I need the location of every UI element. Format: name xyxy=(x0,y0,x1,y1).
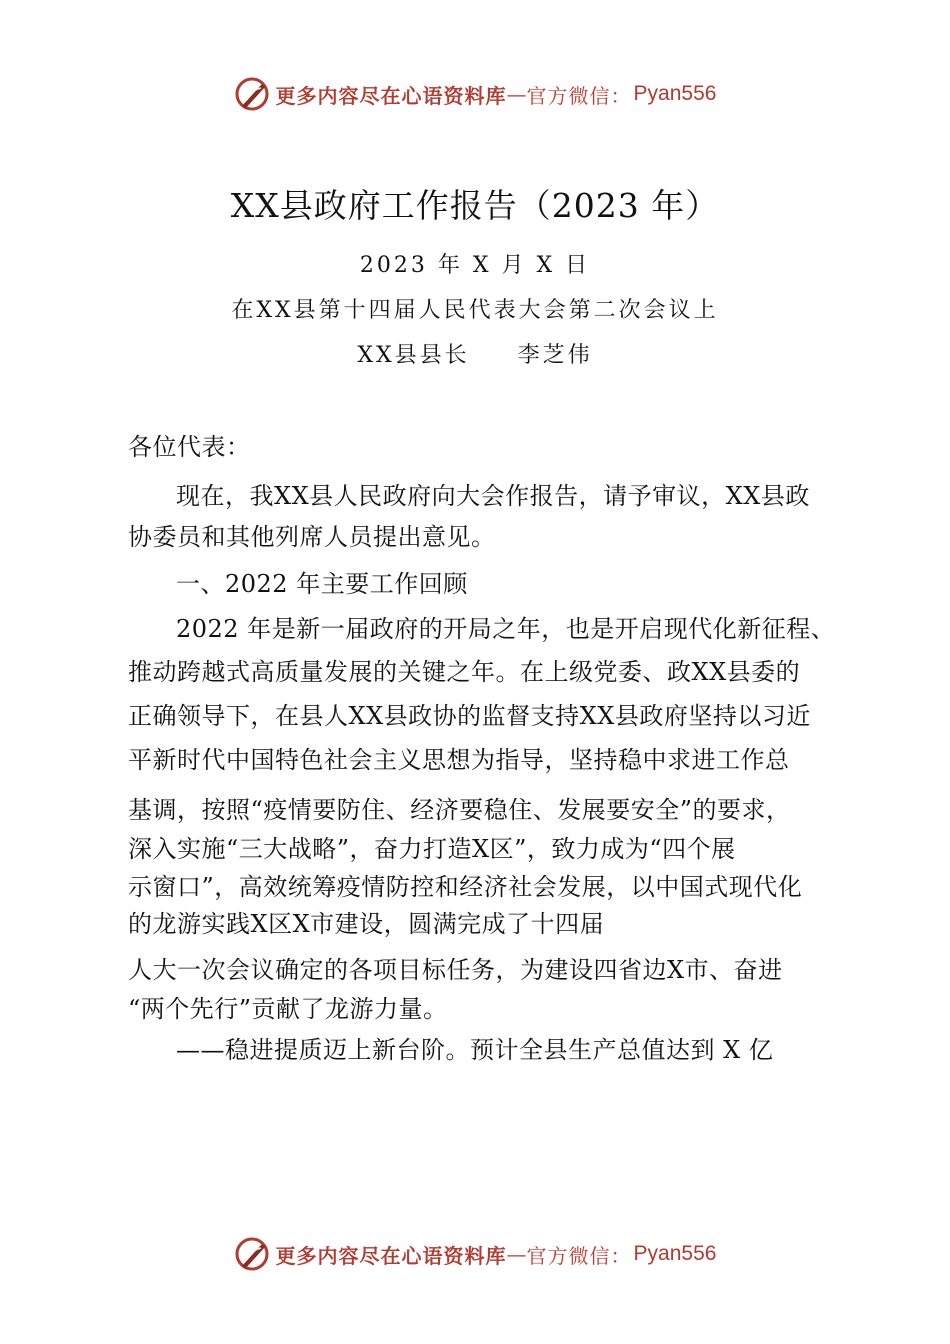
body-line: 2022 年是新一届政府的开局之年，也是开启现代化新征程、 xyxy=(176,615,836,643)
watermark-separator: — xyxy=(506,1242,527,1266)
watermark-footer xyxy=(0,1234,950,1274)
salutation: 各位代表： xyxy=(128,433,251,461)
section-heading: 一、2022 年主要工作回顾 xyxy=(176,570,468,598)
document-speaker xyxy=(0,338,950,369)
body-line: 人大一次会议确定的各项目标任务，为建设四省边X市、奋进 xyxy=(128,956,783,984)
document-occasion: 在XX县第十四届人民代表大会第二次会议上 xyxy=(231,298,719,323)
watermark-label: 官方微信： xyxy=(526,1243,632,1268)
watermark-brand: 更多内容尽在心语资料库 xyxy=(275,83,507,108)
body-line: 正确领导下，在县人XX县政协的监督支持XX县政府坚持以习近 xyxy=(128,702,811,730)
speaker-role: XX县县长 xyxy=(357,343,470,368)
speaker-name: 李芝伟 xyxy=(517,343,593,368)
body-line: 基调，按照“疫情要防住、经济要稳住、发展要安全”的要求， xyxy=(128,796,791,824)
watermark-label: 官方微信： xyxy=(526,83,632,108)
body-line: 协委员和其他列席人员提出意见。 xyxy=(128,523,496,551)
pen-logo-icon xyxy=(234,1236,270,1272)
body-line: 现在，我XX县人民政府向大会作报告，请予审议，XX县政 xyxy=(176,482,810,510)
document-date: 2023 年 X 月 X 日 xyxy=(359,253,591,278)
body-line: 示窗口”，高效统筹疫情防控和经济社会发展，以中国式现代化 xyxy=(128,873,803,901)
body-line: ——稳进提质迈上新台阶。预计全县生产总值达到 X 亿 xyxy=(176,1036,774,1064)
watermark-separator: — xyxy=(506,82,527,106)
watermark-header xyxy=(0,74,950,114)
document-title: XX县政府工作报告（2023 年） xyxy=(230,186,720,225)
watermark-brand: 更多内容尽在心语资料库 xyxy=(275,1243,507,1268)
watermark-wechat-id: Pyan556 xyxy=(633,82,717,105)
pen-logo-icon xyxy=(234,76,270,112)
body-line: “两个先行”贡献了龙游力量。 xyxy=(128,995,448,1023)
body-line: 推动跨越式高质量发展的关键之年。在上级党委、政XX县委的 xyxy=(128,658,801,686)
body-line: 的龙游实践X区X市建设，圆满完成了十四届 xyxy=(128,910,605,938)
body-line: 平新时代中国特色社会主义思想为指导，坚持稳中求进工作总 xyxy=(128,746,790,774)
body-line: 深入实施“三大战略”，奋力打造X区”，致力成为“四个展 xyxy=(128,835,736,863)
watermark-wechat-id: Pyan556 xyxy=(633,1242,717,1265)
